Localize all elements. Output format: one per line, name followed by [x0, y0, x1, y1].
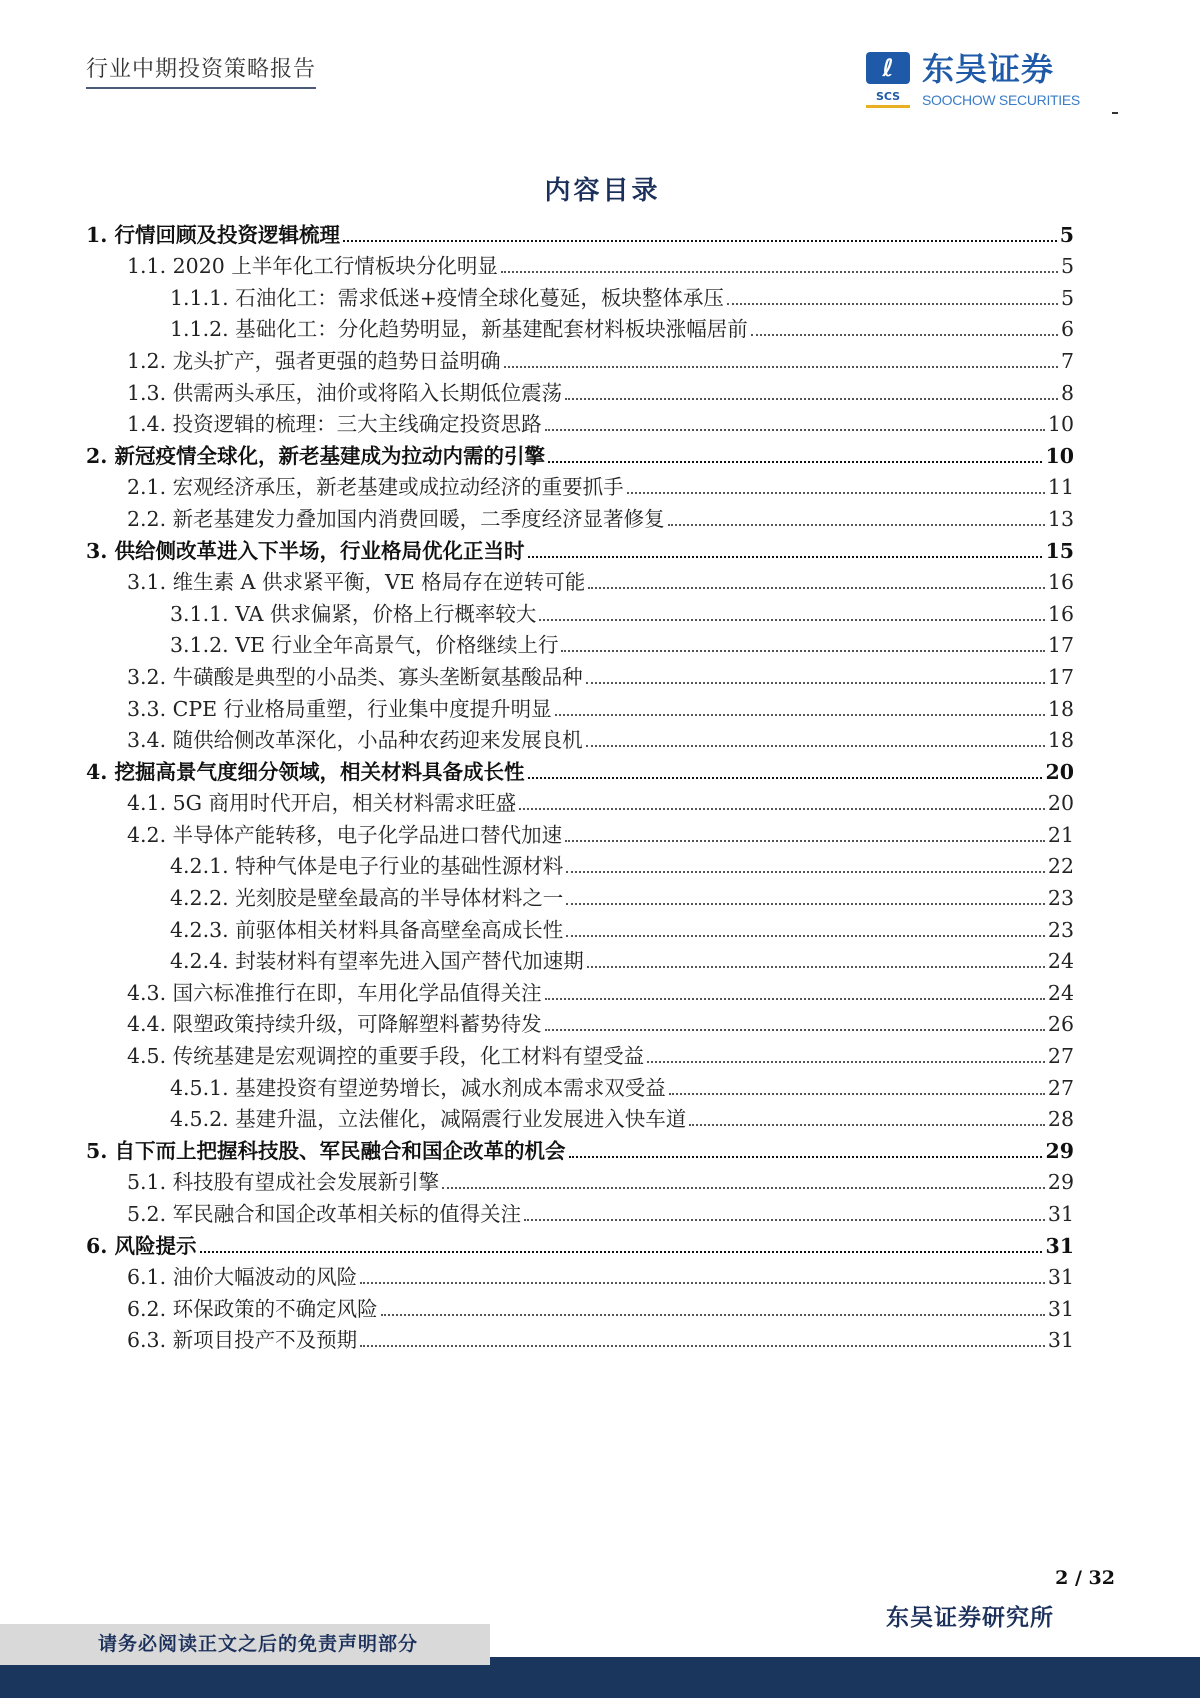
- toc-leader: [647, 1061, 1045, 1063]
- toc-entry-page: 7: [1060, 348, 1074, 373]
- toc-entry-page: 13: [1047, 506, 1074, 531]
- toc-entry-label: 4.2.2. 光刻胶是壁垒最高的半导体材料之一: [170, 886, 564, 911]
- toc-leader: [588, 587, 1045, 589]
- toc-entry[interactable]: [86, 911, 1074, 943]
- toc-entry[interactable]: [86, 816, 1074, 848]
- toc-entry[interactable]: [86, 1259, 1074, 1291]
- toc-leader: [539, 619, 1044, 621]
- toc-leader: [566, 903, 1045, 905]
- toc-leader: [627, 492, 1045, 494]
- toc-entry-page: 26: [1047, 1012, 1074, 1037]
- toc-entry[interactable]: [86, 279, 1074, 311]
- toc-leader: [561, 650, 1044, 652]
- toc-entry-label: 3.1.2. VE 行业全年高景气，价格继续上行: [170, 633, 559, 658]
- toc-entry-label: 1.4. 投资逻辑的梳理：三大主线确定投资思路: [127, 412, 542, 437]
- toc-entry-label: 6. 风险提示: [86, 1233, 197, 1258]
- report-type-label: 行业中期投资策略报告: [86, 56, 316, 89]
- logo-abbr: SCS: [866, 90, 910, 108]
- toc-entry-page: 21: [1047, 822, 1074, 847]
- toc-entry-page: 8: [1060, 380, 1074, 405]
- toc-entry[interactable]: [86, 342, 1074, 374]
- toc-leader: [360, 1282, 1045, 1284]
- logo-en-name: SOOCHOW SECURITIES: [922, 92, 1080, 108]
- toc-entry-label: 1.1. 2020 上半年化工行情板块分化明显: [127, 254, 498, 279]
- toc-entry-label: 5.1. 科技股有望成社会发展新引擎: [127, 1170, 440, 1195]
- toc-entry-page: 28: [1047, 1107, 1074, 1132]
- toc-entry-label: 4.3. 国六标准推行在即，车用化学品值得关注: [127, 980, 542, 1005]
- toc-entry-page: 18: [1047, 728, 1074, 753]
- toc-entry-label: 3.1. 维生素 A 供求紧平衡，VE 格局存在逆转可能: [127, 570, 586, 595]
- toc-leader: [504, 366, 1058, 368]
- page-number: 2 / 32: [1055, 1567, 1115, 1589]
- toc-leader: [442, 1187, 1045, 1189]
- toc-entry-page: 16: [1047, 601, 1074, 626]
- toc-leader: [343, 240, 1057, 242]
- toc-entry-label: 4.2. 半导体产能转移，电子化学品进口替代加速: [127, 822, 563, 847]
- toc-entry-label: 3.4. 随供给侧改革深化，小品种农药迎来发展良机: [127, 728, 583, 753]
- toc-entry[interactable]: [86, 1101, 1074, 1133]
- toc-entry-label: 1. 行情回顾及投资逻辑梳理: [86, 222, 341, 247]
- toc-entry[interactable]: [86, 437, 1074, 469]
- toc-entry-label: 5.2. 军民融合和国企改革相关标的值得关注: [127, 1202, 522, 1226]
- toc-entry-label: 4.1. 5G 商用时代开启，相关材料需求旺盛: [127, 791, 517, 816]
- toc-entry[interactable]: [86, 658, 1074, 690]
- toc-entry-label: 4.2.4. 封装材料有望率先进入国产替代加速期: [170, 949, 584, 974]
- toc-leader: [566, 935, 1045, 937]
- toc-leader: [381, 1314, 1045, 1316]
- toc-entry-page: 27: [1047, 1075, 1074, 1100]
- toc-leader: [565, 840, 1045, 842]
- toc-entry[interactable]: [86, 879, 1074, 911]
- toc-entry[interactable]: [86, 1132, 1074, 1164]
- toc-leader: [545, 998, 1045, 1000]
- toc-entry[interactable]: [86, 627, 1074, 659]
- company-logo: [866, 52, 1106, 112]
- toc-leader: [548, 461, 1042, 463]
- toc-entry[interactable]: [86, 564, 1074, 596]
- toc-leader: [545, 1029, 1045, 1031]
- toc-entry-label: 3.3. CPE 行业格局重塑，行业集中度提升明显: [127, 696, 552, 721]
- toc-entry-label: 4.2.1. 特种气体是电子行业的基础性源材料: [170, 854, 564, 879]
- toc-leader: [565, 398, 1058, 400]
- toc-entry-page: 29: [1047, 1170, 1074, 1195]
- toc-entry[interactable]: [86, 311, 1074, 343]
- toc-leader: [587, 966, 1045, 968]
- toc-entry-label: 1.1.2. 基础化工：分化趋势明显，新基建配套材料板块涨幅居前: [170, 317, 748, 342]
- toc-entry[interactable]: [86, 974, 1074, 1006]
- toc-entry-page: 6: [1060, 317, 1074, 342]
- toc-entry-label: 6.3. 新项目投产不及预期: [127, 1328, 358, 1353]
- toc-entry-page: 20: [1047, 791, 1074, 816]
- toc-leader: [569, 1156, 1043, 1158]
- toc-entry-page: 31: [1047, 1265, 1074, 1290]
- toc-entry[interactable]: [86, 1037, 1074, 1069]
- toc-entry-label: 2.1. 宏观经济承压，新老基建或成拉动经济的重要抓手: [127, 475, 624, 500]
- toc-entry[interactable]: [86, 1164, 1074, 1196]
- toc-leader: [751, 334, 1058, 336]
- toc-entry-page: 5: [1060, 285, 1074, 310]
- toc-entry-page: 22: [1047, 854, 1074, 879]
- toc-entry-label: 1.3. 供需两头承压，油价或将陷入长期低位震荡: [127, 380, 563, 405]
- toc-leader: [519, 808, 1045, 810]
- toc-leader: [501, 271, 1058, 273]
- header-mark: [1112, 112, 1118, 114]
- toc-entry-label: 2. 新冠疫情全球化，新老基建成为拉动内需的引擎: [86, 443, 546, 468]
- toc-entry[interactable]: [86, 1290, 1074, 1322]
- toc-entry-label: 6.1. 油价大幅波动的风险: [127, 1265, 358, 1290]
- toc-leader: [360, 1345, 1045, 1347]
- logo-cn-name: 东吴证券: [922, 50, 1055, 88]
- toc-entry-page: 24: [1047, 980, 1074, 1005]
- toc-leader: [586, 682, 1045, 684]
- toc-entry-page: 31: [1047, 1296, 1074, 1321]
- toc-entry-label: 3.2. 牛磺酸是典型的小品类、寡头垄断氨基酸品种: [127, 664, 583, 689]
- toc-leader: [727, 303, 1058, 305]
- toc-entry-label: 4.5.2. 基建升温，立法催化，减隔震行业发展进入快车道: [170, 1107, 687, 1132]
- toc-entry-label: 4. 挖掘高景气度细分领域，相关材料具备成长性: [86, 759, 525, 784]
- toc-entry-page: 31: [1047, 1328, 1074, 1353]
- toc-entry-page: 23: [1047, 917, 1074, 942]
- toc-entry[interactable]: [86, 1006, 1074, 1038]
- toc-entry[interactable]: [86, 785, 1074, 817]
- toc-entry-page: 16: [1047, 570, 1074, 595]
- toc-entry[interactable]: [86, 595, 1074, 627]
- toc-entry-page: 17: [1047, 664, 1074, 689]
- toc-entry-label: 4.5.1. 基建投资有望逆势增长，减水剂成本需求双受益: [170, 1075, 666, 1100]
- logo-mark-icon: ℓ: [866, 52, 910, 84]
- toc-entry-label: 3. 供给侧改革进入下半场，行业格局优化正当时: [86, 538, 525, 563]
- toc-entry-page: 24: [1047, 949, 1074, 974]
- toc-entry-label: 6.2. 环保政策的不确定风险: [127, 1296, 378, 1321]
- toc-entry-page: 31: [1047, 1202, 1074, 1226]
- toc-entry[interactable]: [86, 848, 1074, 880]
- disclaimer-notice: 请务必阅读正文之后的免责声明部分: [0, 1624, 490, 1665]
- toc-entry-label: 3.1.1. VA 供求偏紧，价格上行概率较大: [170, 601, 537, 626]
- toc-entry-page: 17: [1047, 633, 1074, 658]
- toc-entry[interactable]: [86, 1227, 1074, 1259]
- toc-entry[interactable]: [86, 722, 1074, 754]
- toc-entry-label: 4.2.3. 前驱体相关材料具备高壁垒高成长性: [170, 917, 564, 942]
- toc-entry-page: 10: [1047, 412, 1074, 437]
- toc-entry-page: 15: [1045, 538, 1074, 563]
- toc-entry-page: 29: [1045, 1138, 1074, 1163]
- toc-leader: [669, 1093, 1045, 1095]
- toc-entry-page: 31: [1045, 1233, 1074, 1258]
- toc-entry-page: 27: [1047, 1044, 1074, 1069]
- toc-leader: [689, 1124, 1045, 1126]
- toc-entry-page: 5: [1059, 222, 1074, 247]
- toc-leader: [528, 556, 1043, 558]
- toc-leader: [566, 871, 1045, 873]
- toc-entry[interactable]: [86, 1195, 1074, 1227]
- toc-entry[interactable]: [86, 216, 1074, 248]
- toc-entry-label: 4.5. 传统基建是宏观调控的重要手段，化工材料有望受益: [127, 1044, 645, 1069]
- toc-leader: [586, 745, 1045, 747]
- toc-entry[interactable]: [86, 500, 1074, 532]
- toc-leader: [668, 524, 1045, 526]
- toc-entry[interactable]: [86, 753, 1074, 785]
- toc-entry-label: 4.4. 限塑政策持续升级，可降解塑料蓄势待发: [127, 1012, 542, 1037]
- institute-name: 东吴证券研究所: [886, 1604, 1054, 1631]
- toc-entry[interactable]: [86, 469, 1074, 501]
- toc-entry-label: 2.2. 新老基建发力叠加国内消费回暖，二季度经济显著修复: [127, 506, 665, 531]
- toc-entry-label: 1.1.1. 石油化工：需求低迷+疫情全球化蔓延，板块整体承压: [170, 285, 724, 310]
- toc-leader: [555, 714, 1045, 716]
- toc-entry[interactable]: [86, 532, 1074, 564]
- toc-leader: [545, 429, 1045, 431]
- toc-entry[interactable]: [86, 406, 1074, 438]
- toc-entry-page: 11: [1047, 475, 1074, 500]
- toc-entry-label: 5. 自下而上把握科技股、军民融合和国企改革的机会: [86, 1138, 566, 1163]
- toc-title: 内容目录: [544, 176, 661, 206]
- toc-entry-page: 20: [1045, 759, 1074, 784]
- toc-leader: [524, 1219, 1045, 1221]
- toc-entry[interactable]: [86, 374, 1074, 406]
- toc-leader: [200, 1251, 1043, 1253]
- toc-leader: [528, 777, 1043, 779]
- toc-entry[interactable]: [86, 943, 1074, 975]
- toc-entry-page: 10: [1045, 443, 1074, 468]
- table-of-contents: [86, 216, 1074, 1353]
- toc-entry[interactable]: [86, 1322, 1074, 1354]
- toc-entry[interactable]: [86, 1069, 1074, 1101]
- toc-entry-page: 23: [1047, 886, 1074, 911]
- toc-entry[interactable]: [86, 248, 1074, 280]
- toc-entry-page: 18: [1047, 696, 1074, 721]
- toc-entry-page: 5: [1060, 254, 1074, 279]
- toc-entry[interactable]: [86, 690, 1074, 722]
- toc-entry-label: 1.2. 龙头扩产，强者更强的趋势日益明确: [127, 348, 501, 373]
